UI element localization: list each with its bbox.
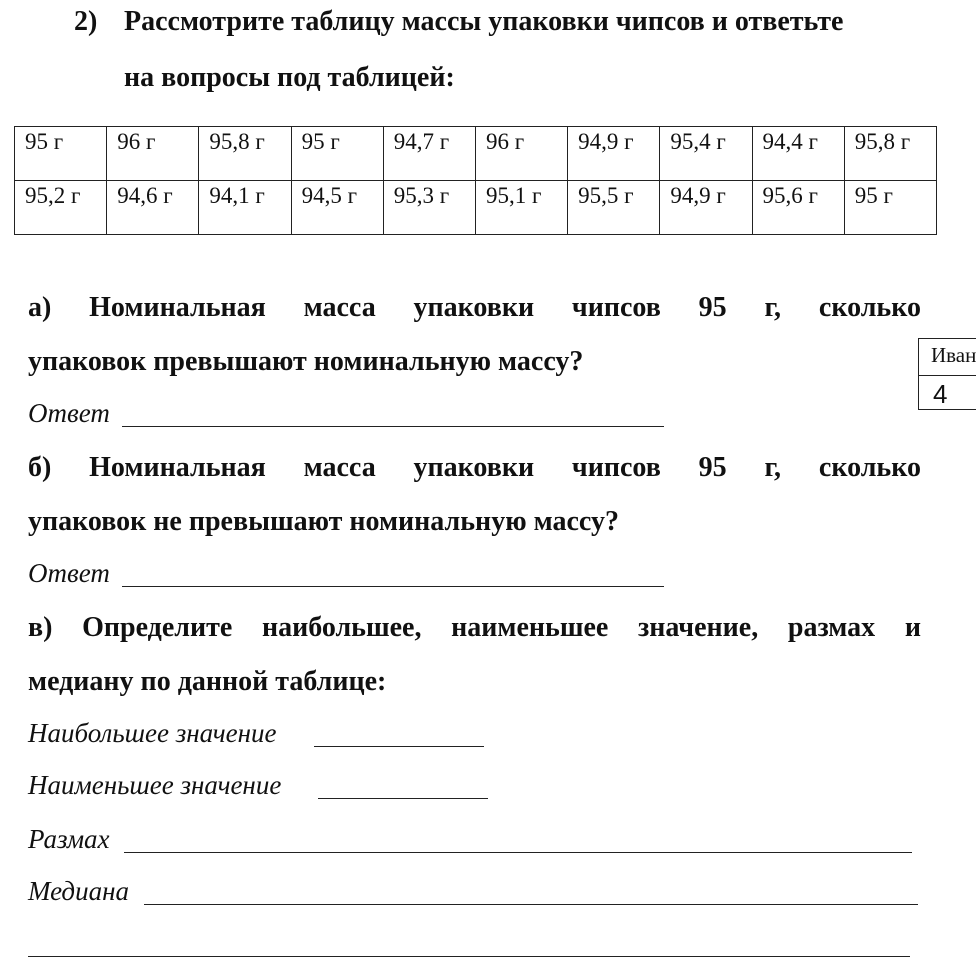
task-title-line1: Рассмотрите таблицу массы упаковки чипсов и ответьте — [124, 6, 844, 37]
answer-a-label: Ответ — [28, 398, 110, 428]
table-cell: 96 г — [475, 127, 567, 181]
table-cell: 94,1 г — [199, 181, 291, 235]
table-cell: 94,9 г — [660, 181, 752, 235]
range-label: Размах — [28, 824, 110, 854]
table-row — [15, 127, 937, 181]
mass-table — [14, 126, 937, 235]
table-cell: 95,6 г — [752, 181, 844, 235]
median-label: Медиана — [28, 876, 129, 906]
question-a-line1: а) Номинальная масса упаковки чипсов 95 г, сколько — [28, 292, 921, 323]
side-box-value: 4 — [933, 379, 948, 409]
extra-answer-line[interactable] — [28, 956, 910, 957]
side-box-label: Иван — [931, 343, 976, 367]
table-cell: 95,2 г — [15, 181, 107, 235]
min-value-label: Наименьшее значение — [28, 770, 282, 800]
task-number: 2) — [74, 6, 98, 37]
table-cell: 95 г — [291, 127, 383, 181]
question-v-line2: медиану по данной таблице: — [28, 666, 387, 697]
table-cell: 95,4 г — [660, 127, 752, 181]
side-box-divider — [919, 375, 976, 376]
max-value-label: Наибольшее значение — [28, 718, 277, 748]
table-cell: 96 г — [107, 127, 199, 181]
question-a-line2: упаковок превышают номинальную массу? — [28, 346, 584, 377]
question-b-line1: б) Номинальная масса упаковки чипсов 95 г, сколько — [28, 452, 921, 483]
table-cell: 94,4 г — [752, 127, 844, 181]
table-cell: 95 г — [844, 181, 936, 235]
answer-b-line[interactable] — [122, 586, 664, 587]
table-cell: 95,1 г — [475, 181, 567, 235]
range-line[interactable] — [124, 852, 912, 853]
answer-a-line[interactable] — [122, 426, 664, 427]
max-value-line[interactable] — [314, 746, 484, 747]
table-cell: 95 г — [15, 127, 107, 181]
table-cell: 94,6 г — [107, 181, 199, 235]
question-b-line2: упаковок не превышают номинальную массу? — [28, 506, 619, 537]
median-line[interactable] — [144, 904, 918, 905]
table-cell: 94,5 г — [291, 181, 383, 235]
side-box — [918, 338, 976, 410]
table-row — [15, 181, 937, 235]
table-cell: 95,5 г — [568, 181, 660, 235]
table-cell: 94,7 г — [383, 127, 475, 181]
table-cell: 95,3 г — [383, 181, 475, 235]
answer-b-label: Ответ — [28, 558, 110, 588]
task-title-line2: на вопросы под таблицей: — [124, 62, 455, 93]
table-cell: 94,9 г — [568, 127, 660, 181]
table-cell: 95,8 г — [844, 127, 936, 181]
min-value-line[interactable] — [318, 798, 488, 799]
question-v-line1: в) Определите наибольшее, наименьшее значение, размах и — [28, 612, 921, 643]
table-cell: 95,8 г — [199, 127, 291, 181]
